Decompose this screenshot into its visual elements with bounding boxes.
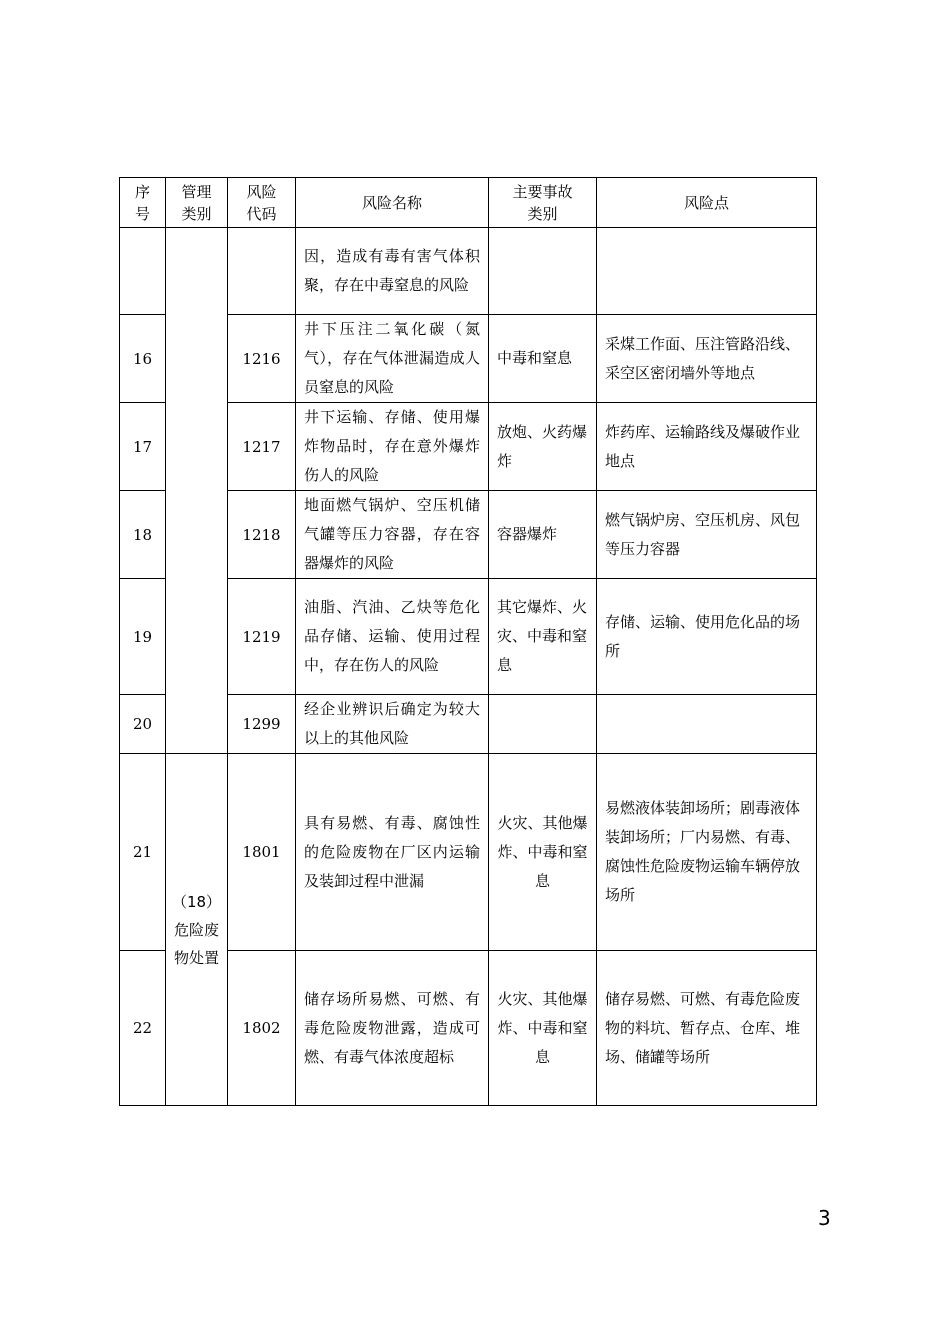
row-point: 易燃液体装卸场所；剧毒液体装卸场所；厂内易燃、有毒、腐蚀性危险废物运输车辆停放场所 xyxy=(597,754,817,951)
row-code: 1218 xyxy=(228,491,296,579)
row-seq: 19 xyxy=(120,579,166,695)
row-accident xyxy=(489,228,597,315)
row-name: 井下运输、存储、使用爆炸物品时，存在意外爆炸伤人的风险 xyxy=(296,403,489,491)
row-point xyxy=(597,695,817,754)
row-point: 燃气锅炉房、空压机房、风包等压力容器 xyxy=(597,491,817,579)
table-row xyxy=(120,228,817,315)
row-point: 存储、运输、使用危化品的场所 xyxy=(597,579,817,695)
row-name: 具有易燃、有毒、腐蚀性的危险废物在厂区内运输及装卸过程中泄漏 xyxy=(296,754,489,951)
header-point: 风险点 xyxy=(597,178,817,228)
row-seq: 18 xyxy=(120,491,166,579)
row-accident: 其它爆炸、火灾、中毒和窒息 xyxy=(489,579,597,695)
row-point xyxy=(597,228,817,315)
row-seq: 20 xyxy=(120,695,166,754)
row-point: 储存易燃、可燃、有毒危险废物的料坑、暂存点、仓库、堆场、储罐等场所 xyxy=(597,951,817,1106)
row-accident: 容器爆炸 xyxy=(489,491,597,579)
table-row xyxy=(120,754,817,951)
row-code: 1216 xyxy=(228,315,296,403)
row-code: 1802 xyxy=(228,951,296,1106)
row-seq: 21 xyxy=(120,754,166,951)
row-accident: 中毒和窒息 xyxy=(489,315,597,403)
header-code: 风险代码 xyxy=(228,178,296,228)
row-accident xyxy=(489,695,597,754)
row-name: 地面燃气锅炉、空压机储气罐等压力容器，存在容器爆炸的风险 xyxy=(296,491,489,579)
row-seq: 16 xyxy=(120,315,166,403)
header-row xyxy=(120,178,817,228)
row-seq xyxy=(120,228,166,315)
page-number: 3 xyxy=(818,1206,831,1230)
row-name: 经企业辨识后确定为较大以上的其他风险 xyxy=(296,695,489,754)
row-name: 井下压注二氧化碳（氮气），存在气体泄漏造成人员窒息的风险 xyxy=(296,315,489,403)
row-accident: 火灾、其他爆炸、中毒和窒息 xyxy=(489,754,597,951)
row-accident: 火灾、其他爆炸、中毒和窒息 xyxy=(489,951,597,1106)
row-accident: 放炮、火药爆炸 xyxy=(489,403,597,491)
category-cell-empty xyxy=(166,228,228,754)
header-name: 风险名称 xyxy=(296,178,489,228)
header-category: 管理类别 xyxy=(166,178,228,228)
row-code: 1801 xyxy=(228,754,296,951)
row-code: 1299 xyxy=(228,695,296,754)
risk-table xyxy=(119,177,817,1106)
row-point: 炸药库、运输路线及爆破作业地点 xyxy=(597,403,817,491)
header-seq: 序号 xyxy=(120,178,166,228)
row-code: 1219 xyxy=(228,579,296,695)
row-point: 采煤工作面、压注管路沿线、采空区密闭墙外等地点 xyxy=(597,315,817,403)
row-code: 1217 xyxy=(228,403,296,491)
category-cell-hazardous-waste: （18）危险废物处置 xyxy=(166,754,228,1106)
row-name: 因，造成有毒有害气体积聚，存在中毒窒息的风险 xyxy=(296,228,489,315)
row-seq: 17 xyxy=(120,403,166,491)
row-seq: 22 xyxy=(120,951,166,1106)
row-code xyxy=(228,228,296,315)
row-name: 油脂、汽油、乙炔等危化品存储、运输、使用过程中，存在伤人的风险 xyxy=(296,579,489,695)
row-name: 储存场所易燃、可燃、有毒危险废物泄露，造成可燃、有毒气体浓度超标 xyxy=(296,951,489,1106)
header-accident: 主要事故类别 xyxy=(489,178,597,228)
